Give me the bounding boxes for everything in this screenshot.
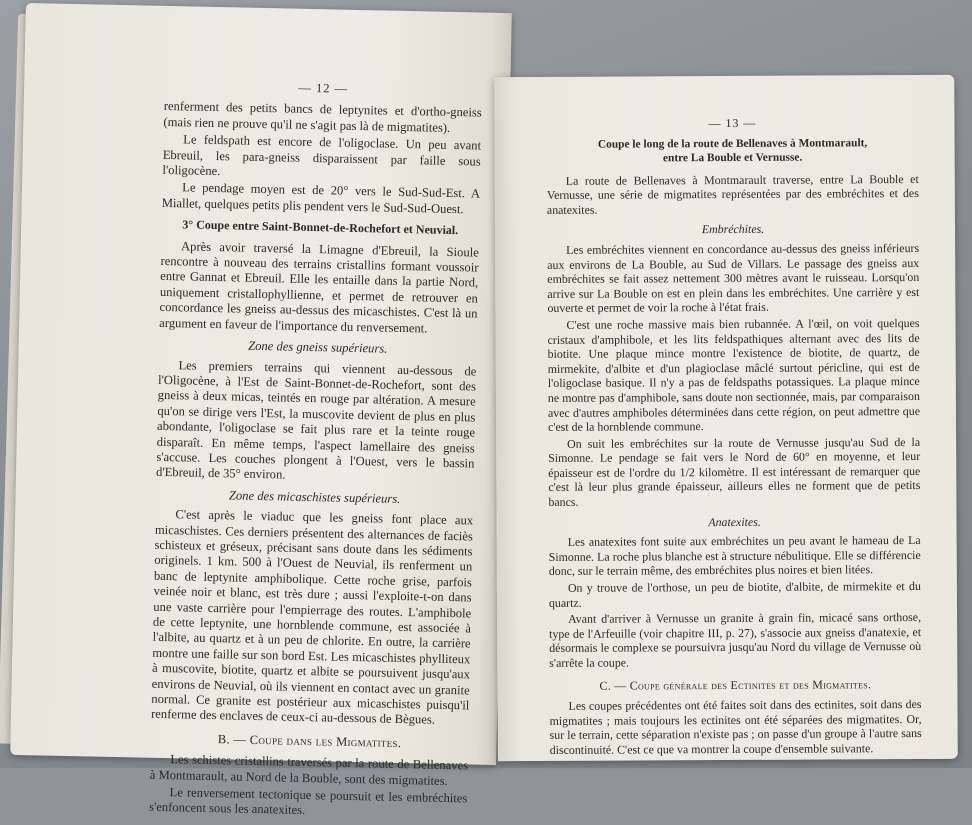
zone-heading: Zone des gneiss supérieurs. bbox=[248, 338, 388, 356]
paragraph: renferment des petits bancs de leptynites et d'ortho-gneiss (mais rien ne prouve qu'il ne s'agit pas là de migmatites). bbox=[163, 99, 482, 135]
page-number-right: — 13 — bbox=[708, 115, 757, 131]
right-page bbox=[494, 75, 958, 761]
section-heading: 3° Coupe entre Saint-Bonnet-de-Rochefort et Neuvial. bbox=[182, 217, 459, 238]
zone-heading: Embréchites. bbox=[701, 222, 765, 237]
paragraph: La route de Bellenaves à Montmarault traverse, entre La Bouble et Vernusse, une série de migmatites représentées par des embréchites et des anatexites. bbox=[546, 171, 919, 217]
paragraph: Après avoir traversé la Limagne d'Ebreuil, la Sioule rencontre à nouveau des terrains cristallins formant voussoir entre Gannat et Ebreuil. Elle les entaille dans la partie Nord, uniquement cristallophyllienne, et permet de retrouver en concordance les gneiss au-dessus des micaschistes. C'est là un argument en faveur de l'importance du renversement. bbox=[159, 238, 479, 336]
left-page-text bbox=[149, 78, 482, 824]
page-number-left: — 12 — bbox=[298, 80, 349, 96]
section-heading: B. — Coupe dans les Migmatites. bbox=[217, 732, 402, 750]
paragraph: Les schistes cristallins traversés par la route de Bellenaves à Montmarault, au Nord de la Bouble, sont des migmatites. bbox=[149, 752, 469, 788]
section-title bbox=[547, 136, 919, 166]
paragraph: C'est après le viaduc que les gneiss font place aux micaschistes. Ces derniers présentent des alternances de faciès schisteux et gréseux, précisant sans doute dans les sédiments originels. 1 km. 500 à l'Ouest de Neuvial, ils renferment un banc de leptynite amphibolique. Cette roche grise, parfois veinée noir et blanc, est très dure ; aussi l'exploite-t-on dans une vaste carrière pour l'empierrage des routes. L'amphibole de cette leptynite, une hornblende commune, est associée à l'albite, au quartz et à un peu de chlorite. En outre, la carrière montre une faille sur son bord Est. Les micaschistes phylliteux à muscovite, biotite, quartz et albite se poursuivent jusqu'aux environs de Neuvial, où ils viennent en contact avec un granite normal. Ce granite est postérieur aux micaschistes puisqu'il renferme des enclaves de ceux-ci au-dessous de Bègues. bbox=[150, 507, 474, 728]
paragraph: Les premiers terrains qui viennent au-dessous de l'Oligocène, à l'Est de Saint-Bonnet-de-Rochefort, sont des gneiss à deux micas, teintés en rouge par altération. A mesure qu'on se dirige vers l'Est, la muscovite devient de plus en plus abondante, l'oligoclase se fait plus rare et la teinte rouge disparaît. En même temps, l'aspect lamellaire des gneiss s'accuse. Les couches plongent à l'Ouest, vers le bassin d'Ebreuil, de 35° environ. bbox=[155, 357, 477, 482]
paragraph: Les anatexites font suite aux embréchites un peu avant le hameau de La Simonne. La roche plus blanche est à structure nébulitique. Elle se différencie donc, sur le terrain même, des embréchites plus noires et bien litées. bbox=[548, 533, 921, 579]
paragraph: Le feldspath est encore de l'oligoclase. Un peu avant Ebreuil, les para-gneiss disparaissent par faille sous l'oligocène. bbox=[162, 132, 482, 179]
right-page-text bbox=[546, 115, 921, 760]
left-page bbox=[10, 3, 512, 818]
paragraph: Le renversement tectonique se poursuit et les embréchites s'enfoncent sous les anatexites. bbox=[148, 785, 468, 818]
paragraph: C'est une roche massive mais bien rubannée. A l'œil, on voit quelques cristaux d'amphibole, et les lits feldspathiques alternant avec des lits de biotite. Une plaque mince montre l'existence de biotite, de quartz, de mirmekite, d'albite et d'un plagioclase mâclé surtout péricline, qui est de l'oligoclase basique. Il n'y a pas de feldspaths potassiques. La plaque mince ne montre pas d'amphibole, sans doute non sectionnée, mais, par comparaison avec d'autres amphiboles déterminées dans cette région, on peut admettre que c'est de la hornblende commune. bbox=[547, 315, 920, 435]
paragraph: Avant d'arriver à Vernusse un granite à grain fin, micacé sans orthose, type de l'Arfeuille (voir chapitre III, p. 27), s'associe aux gneiss d'anatexie, et désormais le complexe se poursuivra jusqu'au Nord du village de Vernusse où s'arrête la coupe. bbox=[549, 610, 922, 670]
paragraph: On suit les embréchites sur la route de Vernusse jusqu'au Sud de la Simonne. Le pendage se fait vers le Nord de 60° en moyenne, et leur épaisseur est de l'ordre du 1/2 kilomètre. Il est intéressant de remarquer que c'est là leur plus grande épaisseur, ailleurs elles ne forment que de petits bancs. bbox=[548, 434, 921, 509]
paragraph: Les embréchites viennent en concordance au-dessus des gneiss inférieurs aux environs de La Bouble, au Sud de Villars. Le passage des gneiss aux embréchites se fait assez nettement 300 mètres avant le ruisseau. Lorsqu'on arrive sur La Bouble on est en plein dans les embréchites. Une carrière y est ouverte et permet de voir la roche à l'état frais. bbox=[547, 240, 920, 316]
zone-heading: Anatexites. bbox=[708, 514, 761, 529]
zone-heading: Zone des micaschistes supérieurs. bbox=[228, 488, 401, 506]
paragraph: Le pendage moyen est de 20° vers le Sud-Sud-Est. A Miallet, quelques petits plis pendent vers le Sud-Sud-Ouest. bbox=[161, 180, 481, 217]
paragraph: On y trouve de l'orthose, un peu de biotite, d'albite, de mirmekite et du quartz. bbox=[548, 579, 921, 610]
section-title-line: Coupe le long de la route de Bellenaves à Montmarault, bbox=[597, 136, 868, 151]
paragraph: Les coupes précédentes ont été faites soit dans des ectinites, soit dans des migmatites ; mais toujours les ectinites ont été séparées des migmatites. Or, sur le terrain, cette séparation n'existe pas ; on passe d'un groupe à l'autre sans discontinuité. C'est ce que va montrer la coupe d'ensemble suivante. bbox=[549, 697, 922, 757]
section-heading: C. — Coupe générale des Ectinites et des Migmatites. bbox=[599, 676, 872, 693]
section-title-line: entre La Bouble et Vernusse. bbox=[662, 151, 803, 164]
